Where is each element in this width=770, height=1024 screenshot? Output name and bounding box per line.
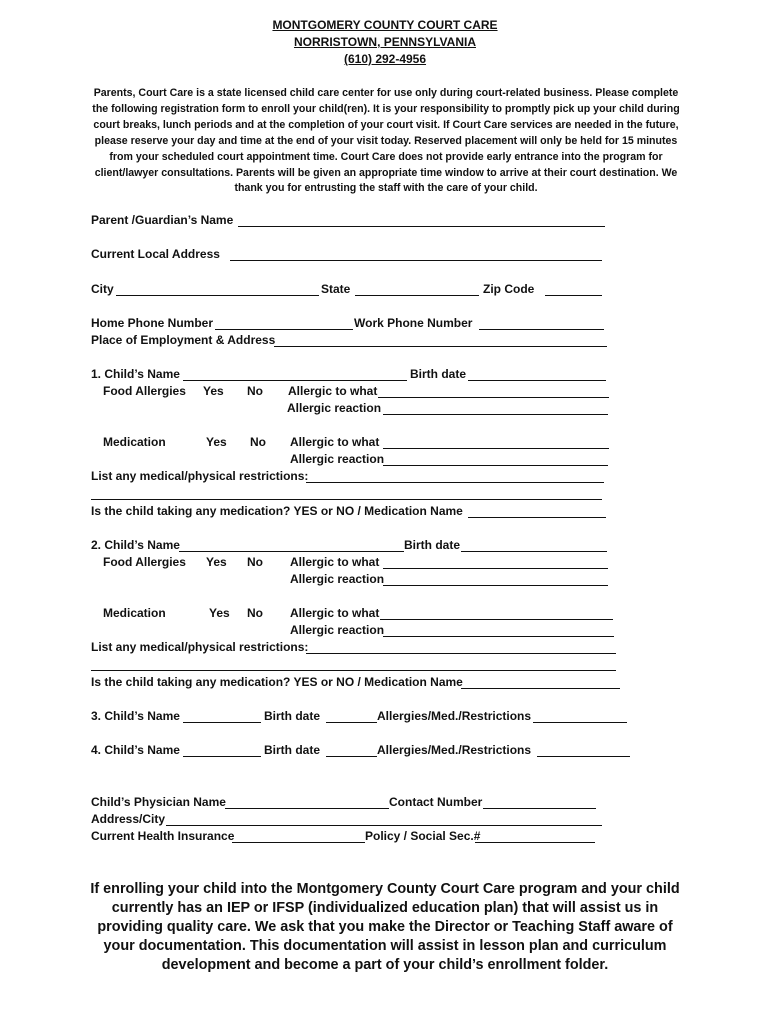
child2-restrictions-field[interactable] [306, 653, 616, 654]
child2-reaction-label: Allergic reaction [290, 572, 385, 586]
child4-birth-field[interactable] [326, 756, 377, 757]
child2-med-allergic-to-field[interactable] [380, 619, 613, 620]
physician-address-field[interactable] [166, 825, 602, 826]
child3-allergies-label-wrap [377, 709, 531, 724]
child1-medication-name-field[interactable] [468, 517, 606, 518]
child2-med-reaction-field[interactable] [383, 636, 614, 637]
child1-name-label-wrap [91, 367, 180, 382]
footer-note: If enrolling your child into the Montgomery County Court Care program and your child currently has an IEP or IFSP (individualized education plan) that will assist us in providing quality care. We ask that you make the Director or Teaching Staff aware of your documentation. This documentation will assist in lesson plan and curriculum development and become a part of your child’s enrollment folder. [90, 881, 680, 973]
policy-label: Policy / Social Sec.# [365, 829, 481, 843]
child1-allergic-to-label-wrap [288, 384, 377, 399]
physician-contact-label: Contact Number [389, 795, 483, 809]
child1-med-allergic-to-field[interactable] [383, 448, 609, 449]
employment-field[interactable] [274, 346, 607, 347]
city-label: City [91, 282, 114, 296]
child2-food-yes-label: Yes [206, 555, 227, 569]
physician-address-label: Address/City [91, 812, 166, 826]
child1-food-no[interactable] [247, 384, 263, 399]
address-label: Current Local Address [91, 247, 220, 261]
child1-food-allergies-label-wrap [103, 384, 186, 399]
child3-allergies-label: Allergies/Med./Restrictions [377, 709, 532, 723]
child4-name-field[interactable] [183, 756, 261, 757]
child1-taking-med-label-wrap [91, 504, 463, 519]
address-row [91, 247, 220, 262]
zip-label-wrap [483, 282, 534, 297]
city-field[interactable] [116, 295, 319, 296]
state-label: State [321, 282, 351, 296]
child1-taking-med-label: Is the child taking any medication? YES or NO / Medication Name [91, 504, 463, 518]
child2-food-no[interactable] [247, 555, 263, 570]
child3-name-label: 3. Child’s Name [91, 709, 180, 723]
child3-birth-field[interactable] [326, 722, 377, 723]
child2-med-reaction-label-wrap [290, 623, 384, 638]
child2-birth-label: Birth date [404, 538, 461, 552]
form-header [0, 17, 770, 68]
child1-reaction-label: Allergic reaction [287, 401, 382, 415]
child1-med-reaction-label: Allergic reaction [290, 452, 385, 466]
employment-label: Place of Employment & Address [91, 333, 276, 347]
zip-field[interactable] [545, 295, 602, 296]
child3-birth-label: Birth date [264, 709, 321, 723]
child2-med-yes-label: Yes [209, 606, 230, 620]
insurance-label-wrap [91, 829, 234, 844]
child1-med-no[interactable] [250, 435, 266, 450]
insurance-label: Current Health Insurance [91, 829, 235, 843]
child1-restrictions-label-wrap [91, 469, 308, 484]
child1-food-yes[interactable] [203, 384, 224, 399]
child1-medication-label: Medication [103, 435, 166, 449]
child1-food-allergies-label: Food Allergies [103, 384, 186, 398]
child1-med-reaction-field[interactable] [383, 465, 608, 466]
child4-birth-label: Birth date [264, 743, 321, 757]
child1-name-field[interactable] [183, 380, 407, 381]
child1-med-allergic-to-label: Allergic to what [290, 435, 380, 449]
child2-birth-label-wrap [404, 538, 460, 553]
child4-name-label: 4. Child’s Name [91, 743, 180, 757]
child2-taking-med-label-wrap [91, 675, 463, 690]
child2-allergic-to-label: Allergic to what [290, 555, 380, 569]
child2-taking-med-label: Is the child taking any medication? YES or NO / Medication Name [91, 675, 463, 689]
policy-label-wrap [365, 829, 480, 844]
state-label-wrap [321, 282, 350, 297]
child1-med-allergic-to-label-wrap [290, 435, 379, 450]
state-field[interactable] [355, 295, 479, 296]
child1-restrictions-label: List any medical/physical restrictions: [91, 469, 309, 483]
child1-birth-field[interactable] [468, 380, 606, 381]
child2-food-allergies-label-wrap [103, 555, 186, 570]
child2-med-allergic-to-label: Allergic to what [290, 606, 380, 620]
physician-contact-label-wrap [389, 795, 482, 810]
home-phone-label: Home Phone Number [91, 316, 214, 330]
child1-med-yes[interactable] [206, 435, 227, 450]
org-phone: (610) 292-4956 [343, 52, 427, 66]
child2-med-allergic-to-label-wrap [290, 606, 379, 621]
child1-allergic-to-label: Allergic to what [288, 384, 378, 398]
child2-restrictions-label: List any medical/physical restrictions: [91, 640, 309, 654]
physician-name-label: Child’s Physician Name [91, 795, 226, 809]
child4-allergies-label: Allergies/Med./Restrictions [377, 743, 532, 757]
physician-name-field[interactable] [225, 808, 389, 809]
child2-allergic-to-field[interactable] [383, 568, 608, 569]
child1-med-yes-label: Yes [206, 435, 227, 449]
intro-paragraph: Parents, Court Care is a state licensed child care center for use only during court-related business. Please complete the following registration form to enroll your child(ren). It is your responsibility to promptly pick up your child during court breaks, lunch periods and at the completion of your court visit. If Court Care services are needed in the future, please reserve your day and time at the end of your visit today. Reserved placement will only be held for 15 minutes from your scheduled court appointment time. Court Care does not provide early entrance into the program for client/lawyer consultations. Parents will be given an appropriate time window to arrive at their court destination. We thank you for entrusting the staff with the care of your child. [92, 87, 680, 195]
child1-birth-label: Birth date [410, 367, 467, 381]
child4-allergies-field[interactable] [537, 756, 630, 757]
child1-birth-label-wrap [410, 367, 466, 382]
work-phone-label-wrap [354, 316, 472, 331]
child2-restrictions-label-wrap [91, 640, 308, 655]
child1-medication-label-wrap [103, 435, 166, 450]
child3-name-field[interactable] [183, 722, 261, 723]
child4-birth-label-wrap [264, 743, 320, 758]
child2-med-no[interactable] [247, 606, 263, 621]
child2-med-yes[interactable] [209, 606, 230, 621]
child4-name-label-wrap [91, 743, 180, 758]
policy-field[interactable] [475, 842, 595, 843]
zip-label: Zip Code [483, 282, 535, 296]
child1-med-reaction-label-wrap [290, 452, 384, 467]
child4-allergies-label-wrap [377, 743, 531, 758]
child1-restrictions-field[interactable] [306, 482, 604, 483]
child3-birth-label-wrap [264, 709, 320, 724]
child2-restrictions-field-2[interactable] [91, 670, 616, 671]
physician-contact-field[interactable] [483, 808, 596, 809]
physician-address-label-wrap [91, 812, 165, 827]
address-field[interactable] [230, 260, 602, 261]
child2-medication-label: Medication [103, 606, 166, 620]
child3-allergies-field[interactable] [533, 722, 627, 723]
parent-name-field[interactable] [238, 226, 605, 227]
org-city: NORRISTOWN, PENNSYLVANIA [293, 35, 476, 49]
child3-name-label-wrap [91, 709, 180, 724]
child1-reaction-label-wrap [287, 401, 381, 416]
child2-name-field[interactable] [179, 551, 404, 552]
child2-medication-name-field[interactable] [461, 688, 620, 689]
home-phone-field[interactable] [215, 329, 353, 330]
child2-name-label-wrap [91, 538, 180, 553]
child2-reaction-field[interactable] [383, 585, 608, 586]
child2-birth-field[interactable] [461, 551, 607, 552]
child2-reaction-label-wrap [290, 572, 384, 587]
child2-food-yes[interactable] [206, 555, 227, 570]
child1-food-yes-label: Yes [203, 384, 224, 398]
child1-name-label: 1. Child’s Name [91, 367, 180, 381]
work-phone-field[interactable] [479, 329, 604, 330]
physician-name-label-wrap [91, 795, 226, 810]
child1-med-no-label: No [250, 435, 266, 449]
parent-name-label: Parent /Guardian’s Name [91, 213, 234, 227]
org-name: MONTGOMERY COUNTY COURT CARE [272, 18, 498, 32]
child1-reaction-field[interactable] [383, 414, 608, 415]
parent-name-row [91, 213, 233, 228]
child2-food-no-label: No [247, 555, 263, 569]
city-label-wrap [91, 282, 114, 297]
child2-med-reaction-label: Allergic reaction [290, 623, 385, 637]
child1-food-no-label: No [247, 384, 263, 398]
child2-food-allergies-label: Food Allergies [103, 555, 186, 569]
child2-allergic-to-label-wrap [290, 555, 379, 570]
child2-medication-label-wrap [103, 606, 166, 621]
employment-label-wrap [91, 333, 275, 348]
work-phone-label: Work Phone Number [354, 316, 473, 330]
child2-name-label: 2. Child’s Name [91, 538, 180, 552]
child2-med-no-label: No [247, 606, 263, 620]
child1-allergic-to-field[interactable] [378, 397, 609, 398]
insurance-field[interactable] [232, 842, 365, 843]
home-phone-label-wrap [91, 316, 213, 331]
child1-restrictions-field-2[interactable] [91, 499, 602, 500]
